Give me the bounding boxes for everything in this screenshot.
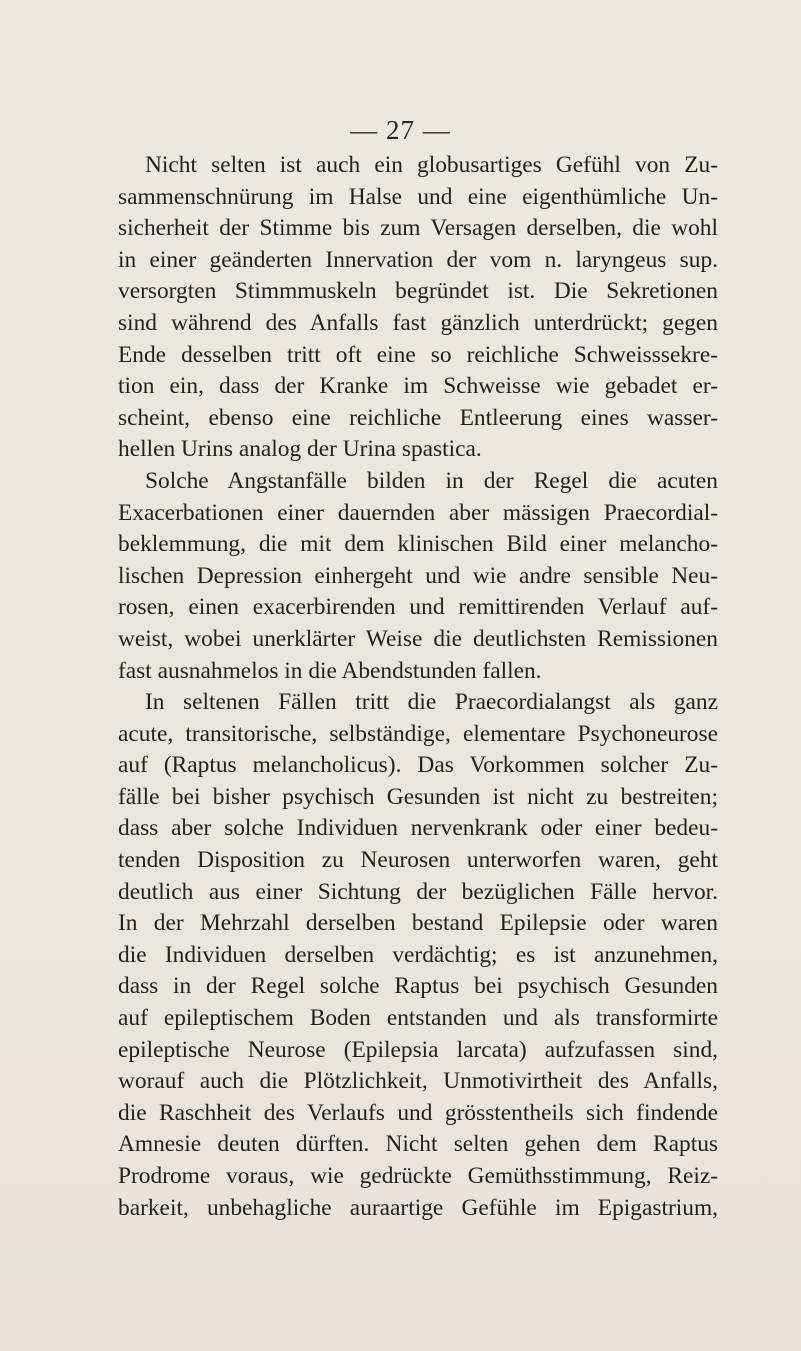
text-line: tion ein, dass der Kranke im Schweisse wie gebadet er- [118, 373, 718, 400]
text-line: beklemmung, die mit dem klinischen Bild einer melancho- [118, 531, 718, 558]
text-line: lischen Depression einhergeht und wie andre sensible Neu- [118, 562, 718, 589]
text-line: die Individuen derselben verdächtig; es ist anzunehmen, [118, 941, 718, 968]
text-line: sicherheit der Stimme bis zum Versagen derselben, die wohl [118, 215, 718, 242]
text-line: hellen Urins analog der Urina spastica. [118, 436, 482, 463]
text-line: In seltenen Fällen tritt die Praecordialangst als ganz [145, 689, 718, 716]
text-line: Amnesie deuten dürften. Nicht selten gehen dem Raptus [118, 1131, 718, 1158]
page-number: — 27 — [350, 115, 451, 145]
text-line: In der Mehrzahl derselben bestand Epilepsie oder waren [118, 910, 718, 937]
text-line: fast ausnahmelos in die Abendstunden fallen. [118, 657, 542, 684]
text-line: rosen, einen exacerbirenden und remittirenden Verlauf auf- [118, 594, 718, 621]
text-line: auf (Raptus melancholicus). Das Vorkommen solcher Zu- [118, 752, 718, 779]
text-line: weist, wobei unerklärter Weise die deutlichsten Remissionen [118, 625, 718, 652]
text-line: Solche Angstanfälle bilden in der Regel die acuten [145, 467, 718, 494]
text-line: Ende desselben tritt oft eine so reichliche Schweisssekre- [118, 341, 718, 368]
text-line: scheint, ebenso eine reichliche Entleerung eines wasser- [118, 404, 718, 431]
text-line: sind während des Anfalls fast gänzlich unterdrückt; gegen [118, 309, 718, 336]
text-line: auf epileptischem Boden entstanden und als transformirte [118, 1005, 718, 1032]
text-line: worauf auch die Plötzlichkeit, Unmotivirtheit des Anfalls, [118, 1068, 718, 1095]
text-line: Exacerbationen einer dauernden aber mässigen Praecordial- [118, 499, 718, 526]
text-line: in einer geänderten Innervation der vom n. laryngeus sup. [118, 246, 718, 273]
text-line: tenden Disposition zu Neurosen unterworfen waren, geht [118, 847, 718, 874]
text-line: fälle bei bisher psychisch Gesunden ist nicht zu bestreiten; [118, 783, 718, 810]
text-line: acute, transitorische, selbständige, elementare Psychoneurose [118, 720, 718, 747]
text-line: dass aber solche Individuen nervenkrank oder einer bedeu- [118, 815, 718, 842]
text-line: dass in der Regel solche Raptus bei psychisch Gesunden [118, 973, 718, 1000]
text-line: deutlich aus einer Sichtung der bezüglichen Fälle hervor. [118, 878, 718, 905]
text-line: versorgten Stimmmuskeln begründet ist. Die Sekretionen [118, 278, 718, 305]
text-line: Prodrome voraus, wie gedrückte Gemüthsstimmung, Reiz- [118, 1163, 718, 1189]
text-line: barkeit, unbehagliche auraartige Gefühle im Epigastrium, [118, 1194, 718, 1221]
text-line: sammenschnürung im Halse und eine eigenthümliche Un- [118, 183, 718, 210]
text-line: die Raschheit des Verlaufs und grösstentheils sich findende [118, 1099, 718, 1126]
text-line: Nicht selten ist auch ein globusartiges Gefühl von Zu- [145, 152, 718, 178]
body-text [118, 150, 718, 1224]
text-line: epileptische Neurose (Epilepsia larcata) aufzufassen sind, [118, 1036, 718, 1063]
